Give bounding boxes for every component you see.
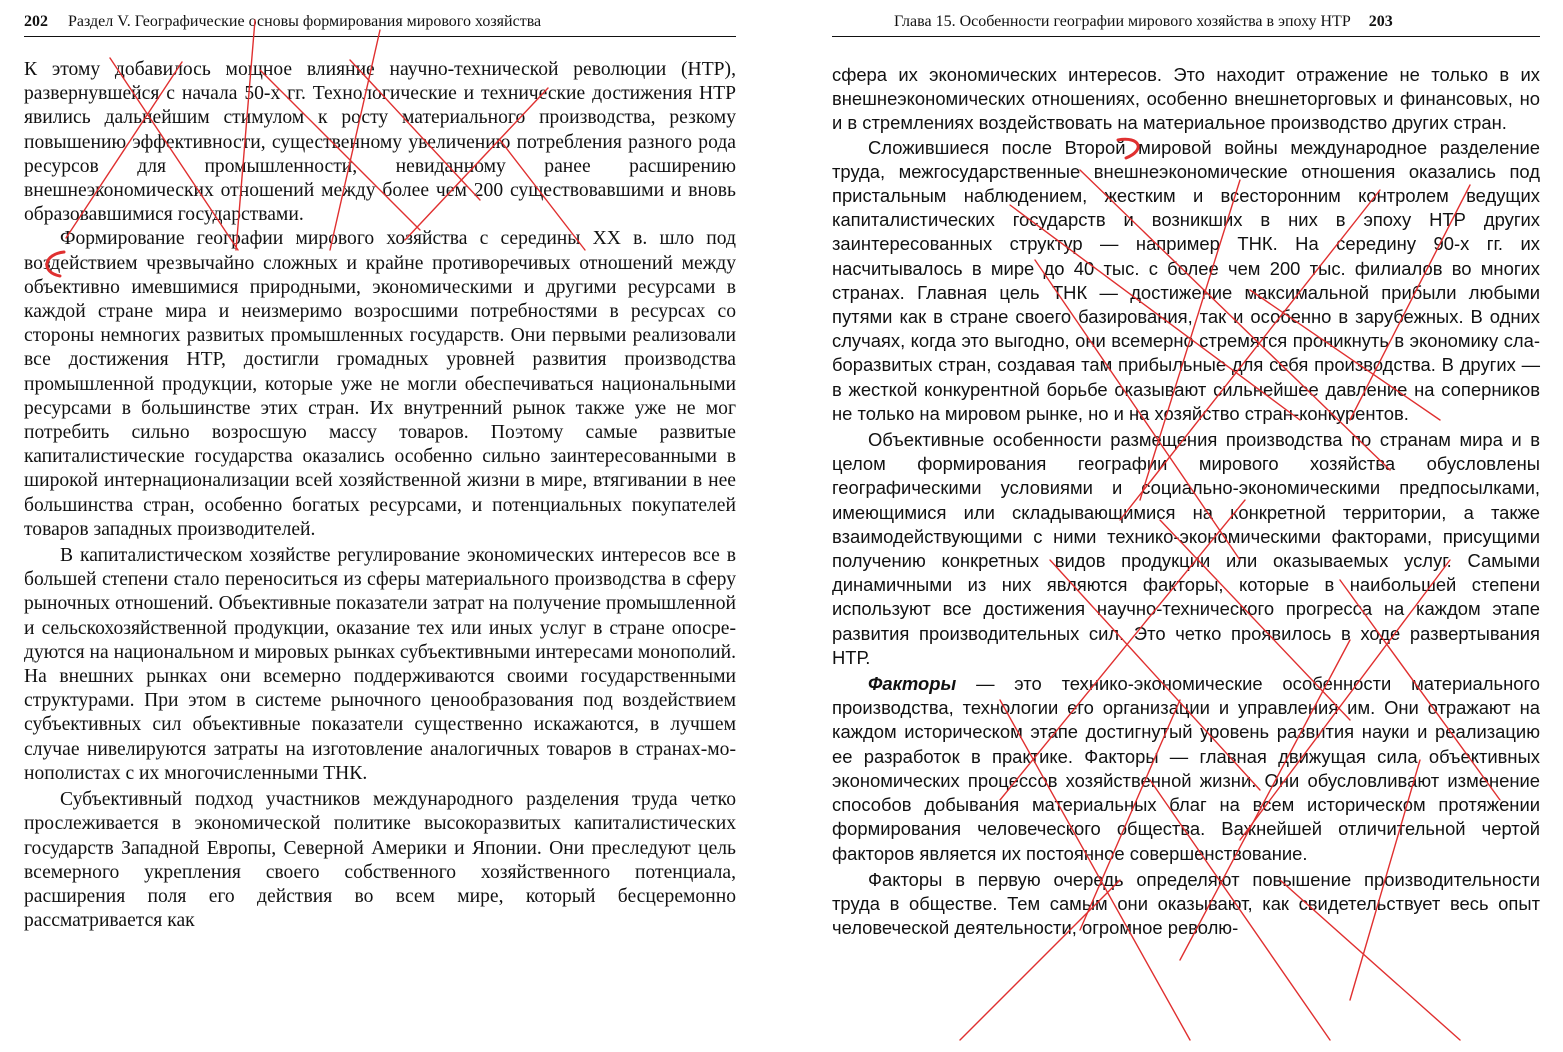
left-page (0, 0, 780, 1052)
page-number: 203 (1368, 13, 1393, 30)
term-factors: Факторы (868, 673, 957, 695)
right-page (800, 0, 1563, 1052)
page-body-right (832, 63, 1540, 940)
paragraph (832, 672, 1540, 866)
paragraph: Факторы в первую очередь определяют повышение производительности труда в обществе. Тем самым они оказывают, как свидетельствует весь опыт человеческой деятельности, огромное револю- (832, 868, 1540, 939)
paragraph: Формирование географии мирового хозяйства с середины XX в. шло под воздействием чрезвычайно сложных и крайне противоречивых отношений между объективно имевшимися природными, экономическими и другими ресурсами в каждой стране мира и неизмеримо возросшими потребностями в ресурсах со стороны немногих развитых промышленных государств. Они первыми реализовали все достижения НТР, достигли громадных уровней развития производства промышленной продукции, которые уже не могли обеспечиваться национальными ресурсами в большинстве этих стран. Их внутренний рынок также уже не мог потребить сильно возросшую массу товаров. Поэтому самые развитые капиталистические государства оказались особенно сильно заинтересованными в широкой интернационализации всей хозяйственной жизни в мире, втягивании в нее большинства стран, особенно богатых ресурсами, и потенциальных покупателей товаров западных производителей. (24, 228, 736, 540)
page-number: 202 (24, 13, 48, 30)
running-header-right (832, 8, 1540, 37)
paragraph: Объективные особенности размещения производства по странам мира и в целом формирования географии мирового хозяйства обусловлены географическими условиями и социально-экономическими предпосылками, имеющимися или складывающимися на конкретной территории, а также взаимодействующими с ними технико-экономическими факторами, присущими получению конкретных видов продукции или оказываемых услуг. Самыми динамичными из них являются факторы, которые в наибольшей степени используют все достижения научно-технического прогресса на каждом этапе развития производительных сил. Это четко проявилось в ходе развертывания НТР. (832, 429, 1540, 668)
paragraph: сфера их экономических интересов. Это находит отражение не только в их внешнеэкономических отношениях, особенно внешнеторговых и финансовых, но и в стремлениях воздействовать на материальное производство других стран. (832, 64, 1540, 134)
section-title: Раздел V. Географические основы формирования мирового хозяйства (68, 13, 542, 30)
paragraph-text: — это технико-экономические особенности материального производства, технологии его организации и управления им. Они отражают на каждом историческом этапе достигнутый уровень развития науки и реализацию ее разработок в практике. Факторы — главная движущая сила объективных экономических процессов хозяйственной жизни. Они обусловливают изменение способов добывания материальных благ на всем историческом протяжении формирования человеческого общества. Важнейшей отличительной чертой факторов является их постоянное совершенствование. (832, 673, 1540, 864)
paragraph: Субъективный подход участников международного разделения труда четко прослеживается в экономической политике высокоразвитых капиталистических государств Западной Европы, Северной Америки и Японии. Они преследуют цель всемерного укрепления своего собственного хозяйственного потенциала, расширения поля его действия во всем мире, который бесцеремонно рассматривается как (24, 789, 736, 932)
paragraph: Сложившиеся после Второй мировой войны международное разделение труда, межгосударственные внешнеэкономические отношения оказались под пристальным наблюдением, жестким и всесторонним контролем ведущих капиталистических государств и возникших в них в эпоху НТР других заинтересованных структур — например ТНК. На середину 90-х гг. их насчитывалось в мире до 40 тыс. с более чем 200 тыс. филиалов во многих странах. Главная цель ТНК — достижение максимальной прибыли любыми путями как в стране своего базирования, так и особенно в зарубежных. В одних случаях, когда это выгодно, они всемерно стремятся проникнуть в экономику слаборазвитых стран, создавая там прибыльные для себя производства. В других — в жесткой конкурентной борьбе оказывают сильнейшее давление на соперников не только на мировом рынке, но и на хозяйство стран-конкурентов. (832, 136, 1540, 424)
paragraph: В капиталистическом хозяйстве регулирование экономических интересов все в большей степени стало переноситься из сферы материального производства в сферу рыночных отношений. Объективные показатели затрат на получение промышленной и сельскохозяйственной продукции, оказание тех или иных услуг в стране опосредуются на национальном и мировых рынках субъективными интересами монополий. На внешних рынках они всемерно поддерживаются своими государственными структурами. При этом в системе рыночного ценообразования под воздействием субъективных сил объективные показатели существенно искажаются, в лучшем случае нивелируются затраты на изготовление аналогичных товаров в странах-монополистах с их многочисленными ТНК. (24, 545, 736, 784)
paragraph: К этому добавилось мощное влияние научно-технической революции (НТР), развернувшейся с начала 50-х гг. Технологические и технические достижения НТР явились дальнейшим стимулом к росту материального производства, резкому повышению эффективности, существенному увеличению потребления разного рода ресурсов для промышленности, невиданному ранее расширению внешнеэкономических отношений между более чем 200 существовавшими и вновь образовавшимися государствами. (24, 59, 736, 226)
chapter-title: Глава 15. Особенности географии мирового хозяйства в эпоху НТР (894, 13, 1351, 30)
page-body-left (24, 58, 736, 933)
running-header-left (24, 8, 736, 37)
